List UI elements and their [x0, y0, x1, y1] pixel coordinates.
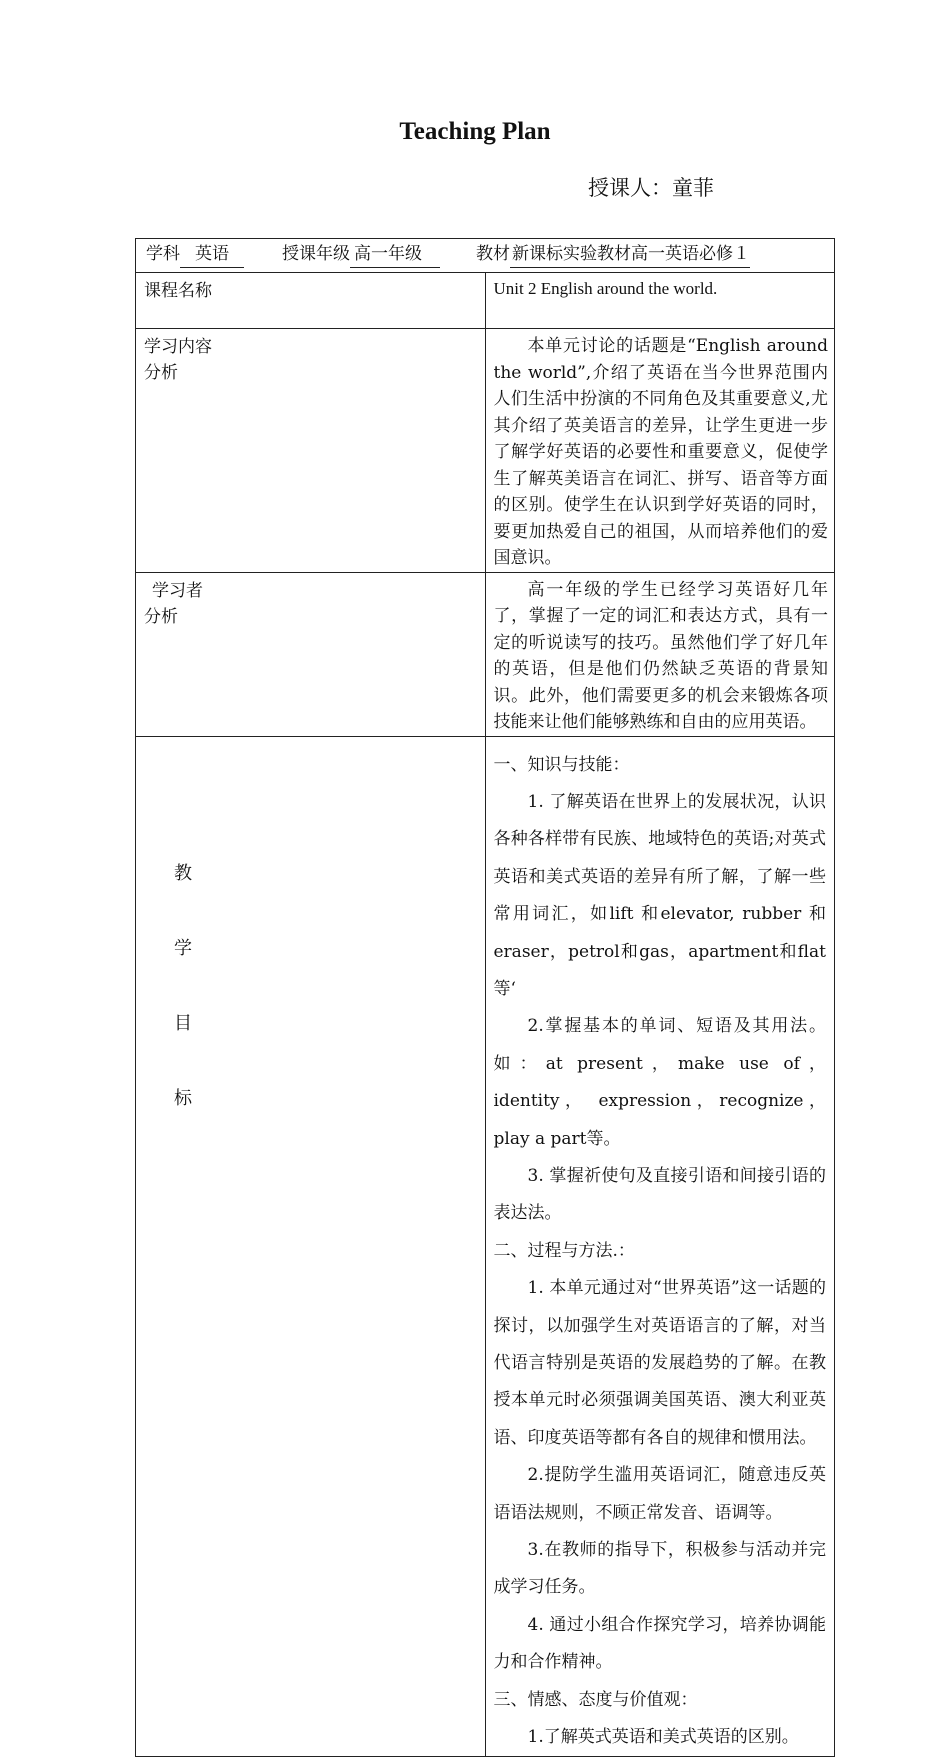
objective-item: 3. 掌握祈使句及直接引语和间接引语的表达法。 — [493, 1165, 826, 1224]
objectives-row — [136, 736, 835, 1757]
subject-label: 学科 — [146, 244, 180, 264]
learner-analysis-row — [136, 572, 835, 736]
objectives-cell — [485, 736, 835, 1757]
course-value: Unit 2 English around the world. — [485, 273, 835, 329]
learner-analysis-label-line2: 分析 — [144, 606, 178, 627]
course-row — [136, 273, 835, 329]
content-analysis-label-line2: 分析 — [144, 363, 178, 383]
objective-item: 2.掌握基本的单词、短语及其用法。如：at present，make use of，identity， expression，recognize，play a part等。 — [493, 1016, 826, 1149]
grade-label: 授课年级 — [282, 244, 350, 264]
objectives-label — [136, 736, 486, 1757]
learner-analysis-text: 高一年级的学生已经学习英语好几年了，掌握了一定的词汇和表达方式，具有一定的听说读写的技巧。虽然他们学了好几年的英语，但是他们仍然缺乏英语的背景知识。此外，他们需要更多的机会来锻炼各项技能来让他们能够熟练和自由的应用英语。 — [493, 579, 828, 732]
teacher-name: 授课人：童菲 — [588, 176, 714, 200]
objective-item: 1.了解英式英语和美式英语的区别。 — [527, 1727, 799, 1748]
learner-analysis-label — [136, 572, 486, 736]
info-row — [136, 239, 835, 273]
objective-item: 1. 了解英语在世界上的发展状况，认识各种各样带有民族、地域特色的英语;对英式英语和美式英语的差异有所了解，了解一些常用词汇，如lift 和elevator, rubber 和eraser，petrol和gas，apartment和flat等‘ — [493, 791, 826, 999]
objective-heading: 三、情感、态度与价值观： — [493, 1689, 698, 1710]
objective-heading: 二、过程与方法.： — [493, 1240, 635, 1261]
content-analysis-row — [136, 329, 835, 573]
subject-value: 英语 — [180, 241, 244, 268]
info-cell — [136, 239, 834, 268]
objective-heading: 一、知识与技能： — [493, 754, 630, 775]
textbook-value: 新课标实验教材高一英语必修１ — [510, 241, 750, 268]
content-analysis-text: 本单元讨论的话题是“English around the world”,介绍了英语在当今世界范围内人们生活中扮演的不同角色及其重要意义,尤其介绍了英美语言的差异，让学生更进一步了解学好英语的必要性和重要意义，促使学生了解英美语言在词汇、拼写、语音等方面的区别。使学生在认识到学好英语的同时，要更加热爱自己的祖国，从而培养他们的爱国意识。 — [493, 336, 828, 568]
objectives-label-char-2: 学 — [174, 937, 192, 959]
textbook-label: 教材 — [476, 244, 510, 264]
objectives-list — [486, 737, 835, 1757]
learner-analysis-cell — [485, 572, 835, 736]
objective-item: 3.在教师的指导下，积极参与活动并完成学习任务。 — [493, 1540, 826, 1598]
objective-item: 2.提防学生滥用英语词汇，随意违反英语语法规则，不顾正常发音、语调等。 — [493, 1465, 826, 1523]
grade-value: 高一年级 — [350, 241, 440, 268]
teaching-plan-table — [135, 238, 835, 1757]
objectives-label-char-3: 目 — [174, 1012, 192, 1034]
objective-item: 4. 通过小组合作探究学习，培养协调能力和合作精神。 — [493, 1614, 826, 1673]
objectives-label-char-4: 标 — [174, 1087, 192, 1109]
objectives-label-char-1: 教 — [174, 862, 192, 884]
objective-item: 1. 本单元通过对“世界英语”这一话题的探讨，以加强学生对英语语言的了解，对当代语言特别是英语的发展趋势的了解。在教授本单元时必须强调美国英语、澳大利亚英语、印度英语等都有各自的规律和惯用法。 — [493, 1278, 826, 1448]
content-analysis-label-line1: 学习内容 — [144, 337, 212, 357]
document-title: Teaching Plan — [399, 118, 551, 145]
course-label: 课程名称 — [136, 273, 486, 329]
content-analysis-label — [136, 329, 486, 573]
learner-analysis-label-line1: 学习者 — [152, 580, 203, 601]
content-analysis-cell — [485, 329, 835, 573]
